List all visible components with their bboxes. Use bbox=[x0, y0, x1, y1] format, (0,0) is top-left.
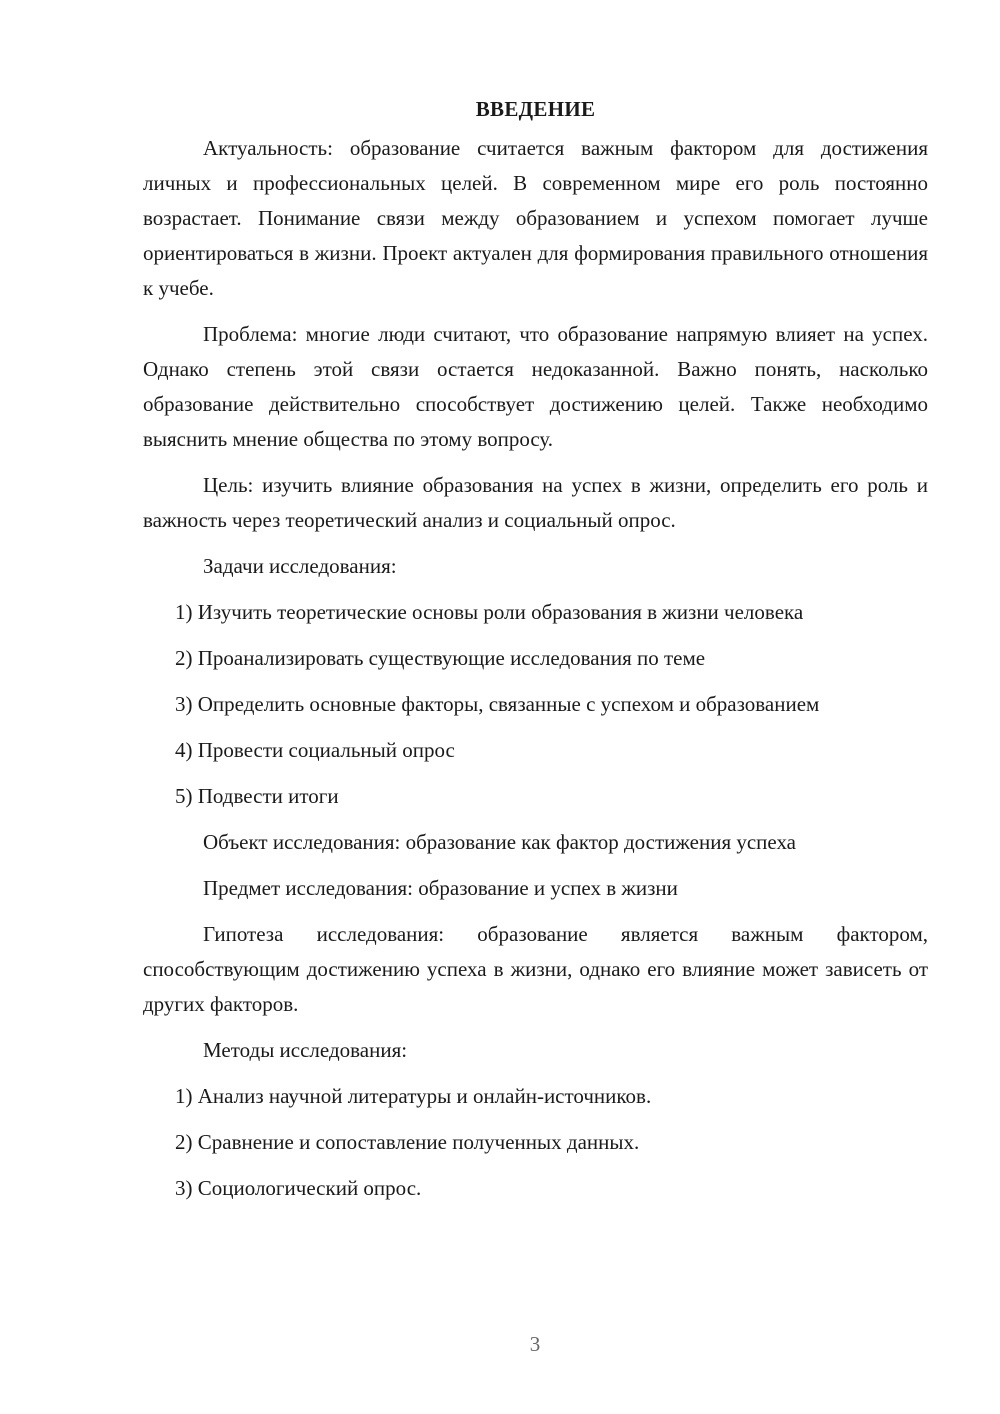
hypothesis-paragraph: Гипотеза исследования: образование является важным фактором, способствующим достижению успеха в жизни, однако его влияние может зависеть от других факторов. bbox=[143, 922, 928, 1016]
task-item-4: 4) Провести социальный опрос bbox=[175, 738, 455, 762]
document-page bbox=[143, 92, 928, 1217]
section-title: ВВЕДЕНИЕ bbox=[475, 97, 596, 121]
method-item-3: 3) Социологический опрос. bbox=[175, 1176, 422, 1200]
task-item-2: 2) Проанализировать существующие исследования по теме bbox=[175, 646, 706, 670]
method-item-1: 1) Анализ научной литературы и онлайн-источников. bbox=[175, 1084, 652, 1108]
task-item-3: 3) Определить основные факторы, связанные с успехом и образованием bbox=[175, 692, 820, 716]
page-number: 3 bbox=[529, 1332, 541, 1356]
task-item-5: 5) Подвести итоги bbox=[175, 784, 339, 808]
tasks-heading: Задачи исследования: bbox=[203, 554, 397, 578]
methods-heading: Методы исследования: bbox=[203, 1038, 408, 1062]
research-subject: Предмет исследования: образование и успех в жизни bbox=[203, 876, 678, 900]
relevance-paragraph: Актуальность: образование считается важным фактором для достижения личных и профессиональных целей. В современном мире его роль постоянно возрастает. Понимание связи между образованием и успехом помогает лучше ориентироваться в жизни. Проект актуален для формирования правильного отношения к учебе. bbox=[143, 136, 928, 300]
research-object: Объект исследования: образование как фактор достижения успеха bbox=[203, 830, 797, 854]
problem-paragraph: Проблема: многие люди считают, что образование напрямую влияет на успех. Однако степень этой связи остается недоказанной. Важно понять, насколько образование действительно способствует достижению целей. Также необходимо выяснить мнение общества по этому вопросу. bbox=[143, 322, 928, 451]
goal-paragraph: Цель: изучить влияние образования на успех в жизни, определить его роль и важность через теоретический анализ и социальный опрос. bbox=[143, 473, 928, 532]
method-item-2: 2) Сравнение и сопоставление полученных данных. bbox=[175, 1130, 640, 1154]
task-item-1: 1) Изучить теоретические основы роли образования в жизни человека bbox=[175, 600, 804, 624]
